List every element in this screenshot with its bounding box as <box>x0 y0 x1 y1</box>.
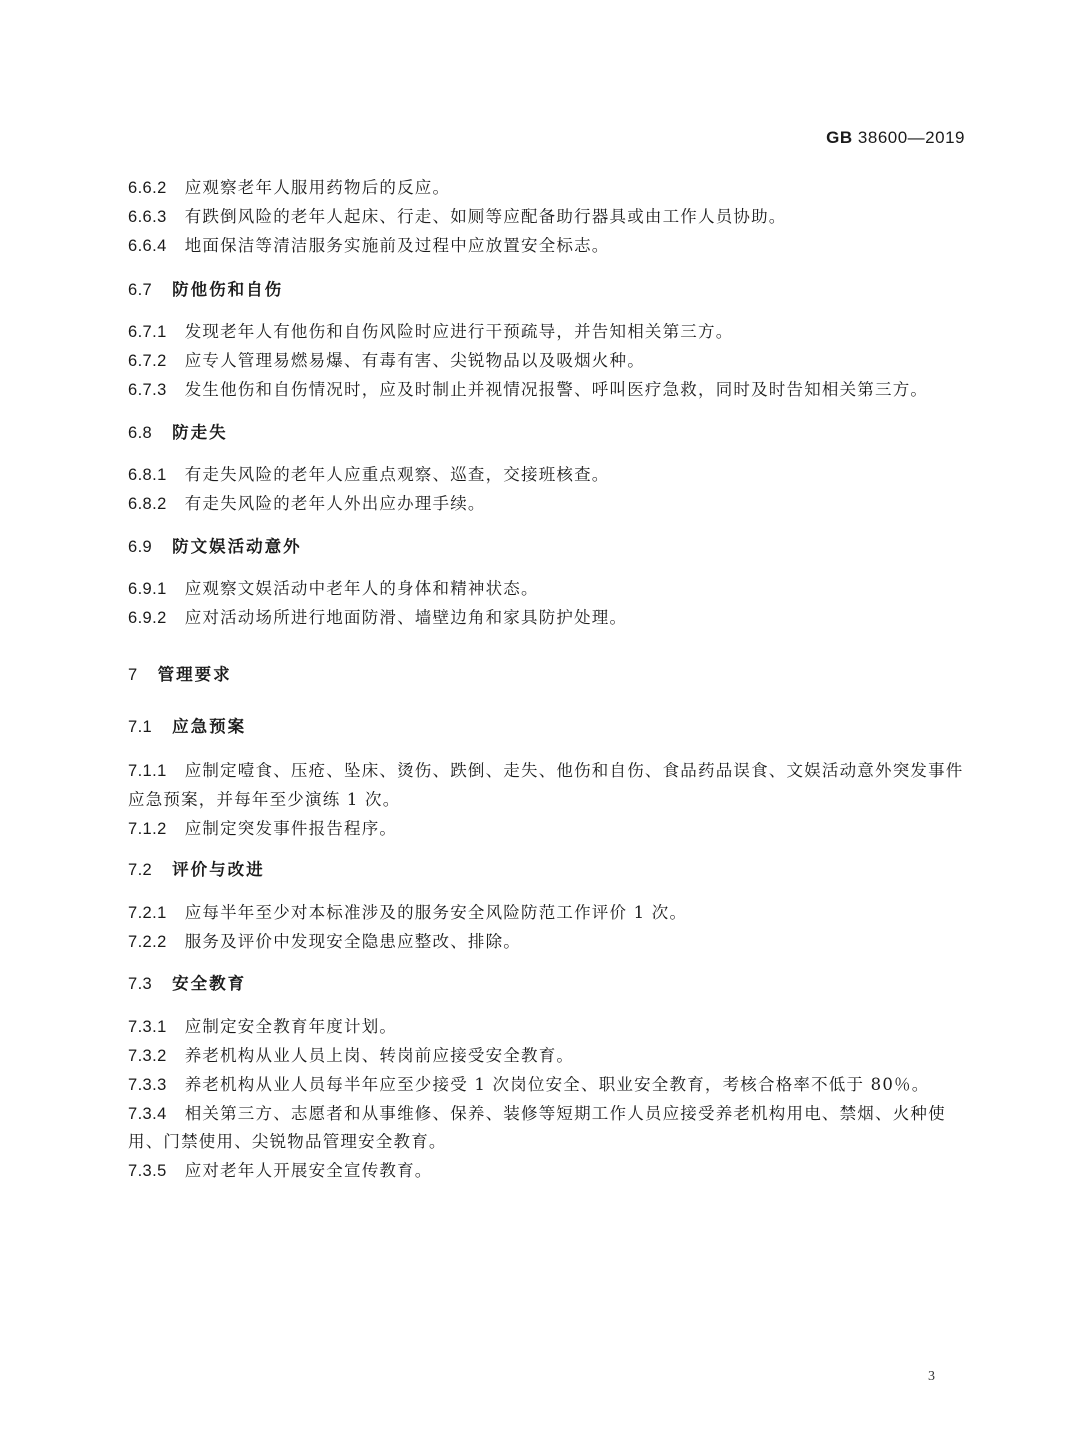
clause-line <box>128 902 687 924</box>
clause-text: 养老机构从业人员上岗、转岗前应接受安全教育。 <box>184 1046 575 1065</box>
section-number: 6.9 <box>128 538 153 556</box>
clause-text: 相关第三方、志愿者和从事维修、保养、装修等短期工作人员应接受养老机构用电、禁烟、火种使 <box>184 1104 946 1123</box>
clause-text: 应专人管理易燃易爆、有毒有害、尖锐物品以及吸烟火种。 <box>184 351 645 370</box>
clause-text: 有走失风险的老年人外出应办理手续。 <box>184 494 486 513</box>
clause-line <box>128 607 627 629</box>
clause-text: 发生他伤和自伤情况时，应及时制止并视情况报警、呼叫医疗急救，同时及时告知相关第三方。 <box>184 380 929 399</box>
clause-text: 用、门禁使用、尖锐物品管理安全教育。 <box>128 1132 447 1151</box>
clause-line-continued <box>128 789 400 811</box>
clause-number: 7.3.3 <box>128 1076 167 1094</box>
chapter-title: 管理要求 <box>157 665 232 684</box>
standard-number: 38600—2019 <box>857 128 965 147</box>
clause-number: 7.3.1 <box>128 1018 167 1036</box>
clause-number: 6.7.3 <box>128 381 167 399</box>
clause-line <box>128 931 521 953</box>
section-title: 防他伤和自伤 <box>172 280 284 299</box>
section-heading <box>128 716 246 738</box>
clause-line <box>128 1103 946 1125</box>
clause-number: 7.1.1 <box>128 762 167 780</box>
clause-line-continued <box>128 1131 447 1153</box>
clause-line <box>128 1016 397 1038</box>
clause-text: 应急预案，并每年至少演练 1 次。 <box>128 790 401 809</box>
clause-number: 7.1.2 <box>128 820 167 838</box>
section-number: 7.1 <box>128 718 153 736</box>
section-heading <box>128 973 246 995</box>
section-heading <box>128 859 265 881</box>
clause-number: 6.6.3 <box>128 208 167 226</box>
section-title: 安全教育 <box>172 974 247 993</box>
clause-number: 7.2.1 <box>128 904 167 922</box>
section-title: 防走失 <box>172 423 228 442</box>
standard-code <box>826 128 965 148</box>
section-heading <box>128 422 228 444</box>
clause-line <box>128 818 397 840</box>
clause-text: 应制定突发事件报告程序。 <box>184 819 398 838</box>
clause-line <box>128 350 645 372</box>
clause-number: 7.2.2 <box>128 933 167 951</box>
clause-line <box>128 379 928 401</box>
clause-number: 6.9.1 <box>128 580 167 598</box>
clause-number: 6.7.1 <box>128 323 167 341</box>
clause-number: 6.6.4 <box>128 237 167 255</box>
clause-line <box>128 321 733 343</box>
clause-text: 地面保洁等清洁服务实施前及过程中应放置安全标志。 <box>184 236 610 255</box>
section-heading <box>128 279 283 301</box>
section-number: 6.8 <box>128 424 153 442</box>
clause-text: 应制定噎食、压疮、坠床、烫伤、跌倒、走失、他伤和自伤、食品药品误食、文娱活动意外突发事件 <box>184 761 964 780</box>
clause-text: 应制定安全教育年度计划。 <box>184 1017 398 1036</box>
chapter-heading <box>128 664 232 686</box>
clause-text: 应观察老年人服用药物后的反应。 <box>184 178 451 197</box>
clause-number: 7.3.2 <box>128 1047 167 1065</box>
clause-line <box>128 493 486 515</box>
clause-number: 6.9.2 <box>128 609 167 627</box>
clause-number: 6.6.2 <box>128 179 167 197</box>
clause-number: 7.3.4 <box>128 1105 167 1123</box>
clause-number: 6.8.2 <box>128 495 167 513</box>
clause-text: 有走失风险的老年人应重点观察、巡查，交接班核查。 <box>184 465 610 484</box>
section-title: 评价与改进 <box>172 860 265 879</box>
clause-line <box>128 1045 574 1067</box>
clause-number: 7.3.5 <box>128 1162 167 1180</box>
clause-line <box>128 1074 929 1096</box>
clause-line <box>128 1160 433 1182</box>
section-number: 7.2 <box>128 861 153 879</box>
section-title: 应急预案 <box>172 717 247 736</box>
section-number: 6.7 <box>128 281 153 299</box>
section-number: 7.3 <box>128 975 153 993</box>
section-title: 防文娱活动意外 <box>172 537 302 556</box>
clause-line <box>128 177 450 199</box>
clause-text: 应对活动场所进行地面防滑、墙壁边角和家具防护处理。 <box>184 608 628 627</box>
clause-line <box>128 578 539 600</box>
clause-text: 应对老年人开展安全宣传教育。 <box>184 1161 433 1180</box>
clause-number: 6.7.2 <box>128 352 167 370</box>
page-number: 3 <box>928 1369 935 1384</box>
clause-line <box>128 206 787 228</box>
clause-text: 应观察文娱活动中老年人的身体和精神状态。 <box>184 579 539 598</box>
clause-text: 有跌倒风险的老年人起床、行走、如厕等应配备助行器具或由工作人员协助。 <box>184 207 787 226</box>
clause-text: 发现老年人有他伤和自伤风险时应进行干预疏导，并告知相关第三方。 <box>184 322 734 341</box>
clause-line <box>128 760 964 782</box>
clause-text: 服务及评价中发现安全隐患应整改、排除。 <box>184 932 522 951</box>
clause-text: 应每半年至少对本标准涉及的服务安全风险防范工作评价 1 次。 <box>184 903 688 922</box>
clause-line <box>128 235 610 257</box>
chapter-number: 7 <box>128 666 138 684</box>
clause-text: 养老机构从业人员每半年应至少接受 1 次岗位安全、职业安全教育，考核合格率不低于 80％。 <box>184 1075 930 1094</box>
standard-prefix: GB <box>826 128 853 147</box>
clause-line <box>128 464 610 486</box>
section-heading <box>128 536 302 558</box>
clause-number: 6.8.1 <box>128 466 167 484</box>
